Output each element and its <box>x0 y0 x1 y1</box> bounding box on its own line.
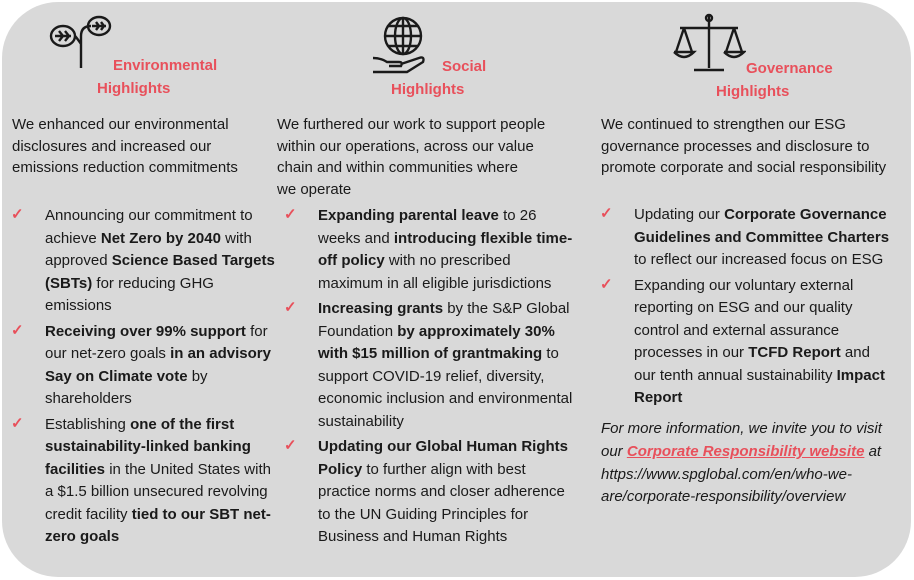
highlight-text-bold: Increasing grants <box>318 300 444 317</box>
checkmark-icon: ✓ <box>11 321 24 339</box>
highlight-text: and our tenth annual sustainability <box>634 344 870 384</box>
highlight-text: to 26 weeks and <box>318 207 537 247</box>
highlight-text: by shareholders <box>45 367 208 407</box>
highlight-text-bold: Impact Report <box>634 366 885 406</box>
plant-icon <box>47 14 115 70</box>
highlight-text-bold: TCFD Report <box>748 344 841 361</box>
governance-title: Governance <box>746 60 833 77</box>
checkmark-icon: ✓ <box>11 414 24 432</box>
highlight-item <box>11 414 283 549</box>
more-info-suffix: at https://www.spglobal.com/en/who-we-are/corporate-responsibility/overview <box>601 442 882 506</box>
highlight-text: to support COVID-19 relief, diversity, economic inclusion and environmental sustainability <box>318 345 573 430</box>
environmental-title: Environmental <box>113 57 218 74</box>
environmental-list <box>11 205 283 552</box>
highlight-text: to reflect our increased focus on ESG <box>634 251 884 268</box>
highlight-text: for our net-zero goals <box>45 322 268 362</box>
highlight-text: Expanding our voluntary external reporting on ESG and our quality control and external assurance processes in our <box>634 276 854 361</box>
checkmark-icon: ✓ <box>284 437 297 454</box>
checkmark-icon: ✓ <box>600 275 613 293</box>
highlight-text: in the United States with a $1.5 billion unsecured revolving credit facility <box>45 460 271 523</box>
environmental-intro: We enhanced our environmental disclosures and increased our emissions reduction commitments <box>12 116 238 176</box>
checkmark-icon: ✓ <box>11 206 24 223</box>
governance-title-line2: Highlights <box>716 83 790 100</box>
social-title: Social <box>442 58 487 75</box>
checkmark-icon: ✓ <box>284 206 297 223</box>
checkmark-icon: ✓ <box>284 299 297 316</box>
highlight-text-bold: in an advisory Say on Climate vote <box>45 345 271 385</box>
highlight-text-bold: one of the first sustainability-linked banking facilities <box>45 415 251 478</box>
highlight-text-bold: introducing flexible time-off policy <box>318 229 573 269</box>
highlight-item <box>11 205 283 318</box>
highlight-text: Announcing our commitment to achieve <box>45 207 253 247</box>
governance-intro: We continued to strengthen our ESG governance processes and disclosure to promote corporate and social responsibility <box>601 116 887 176</box>
highlight-text: Establishing <box>45 415 131 433</box>
corporate-responsibility-link[interactable]: Corporate Responsibility website <box>626 442 865 460</box>
globe-hand-icon <box>367 10 439 74</box>
highlight-item <box>284 205 576 295</box>
highlight-item <box>284 436 576 549</box>
more-info-note <box>601 418 897 509</box>
checkmark-icon: ✓ <box>600 205 613 222</box>
social-title-line2: Highlights <box>391 81 465 98</box>
governance-list <box>600 204 894 413</box>
social-intro: We furthered our work to support people within our operations, across our value chain and within communities where we operate <box>277 116 546 198</box>
highlight-text-bold: Updating our Global Human Rights Policy <box>318 438 568 478</box>
highlight-text-bold: Corporate Governance Guidelines and Committee Charters <box>634 206 890 246</box>
highlight-text: with approved <box>45 229 252 269</box>
highlight-text-bold: by approximately 30% with $15 million of grantmaking <box>318 322 555 362</box>
highlight-text: by the S&P Global Foundation <box>318 300 570 340</box>
highlight-item <box>600 275 894 410</box>
highlight-text-bold: Expanding parental leave <box>318 207 499 224</box>
scales-icon <box>672 10 746 74</box>
environmental-title-line2: Highlights <box>97 80 171 97</box>
highlight-text: with no prescribed maximum in all eligible jurisdictions <box>318 252 552 292</box>
highlight-item <box>600 204 894 272</box>
highlight-text: Updating our <box>634 206 725 223</box>
social-list <box>284 205 576 552</box>
highlight-text-bold: Science Based Targets (SBTs) <box>45 252 275 292</box>
highlight-text-bold: tied to our SBT net-zero goals <box>45 505 271 545</box>
more-info-prefix: For more information, we invite you to visit our <box>601 420 882 460</box>
highlight-item <box>284 298 576 433</box>
highlight-text: for reducing GHG emissions <box>45 274 214 314</box>
highlight-text-bold: Net Zero by 2040 <box>100 229 221 247</box>
highlight-item <box>11 321 283 411</box>
highlight-text: to further align with best practice norms and closer adherence to the UN Guiding Principles for Business and Human Rights <box>318 460 565 545</box>
highlight-text-bold: Receiving over 99% support <box>45 322 246 340</box>
